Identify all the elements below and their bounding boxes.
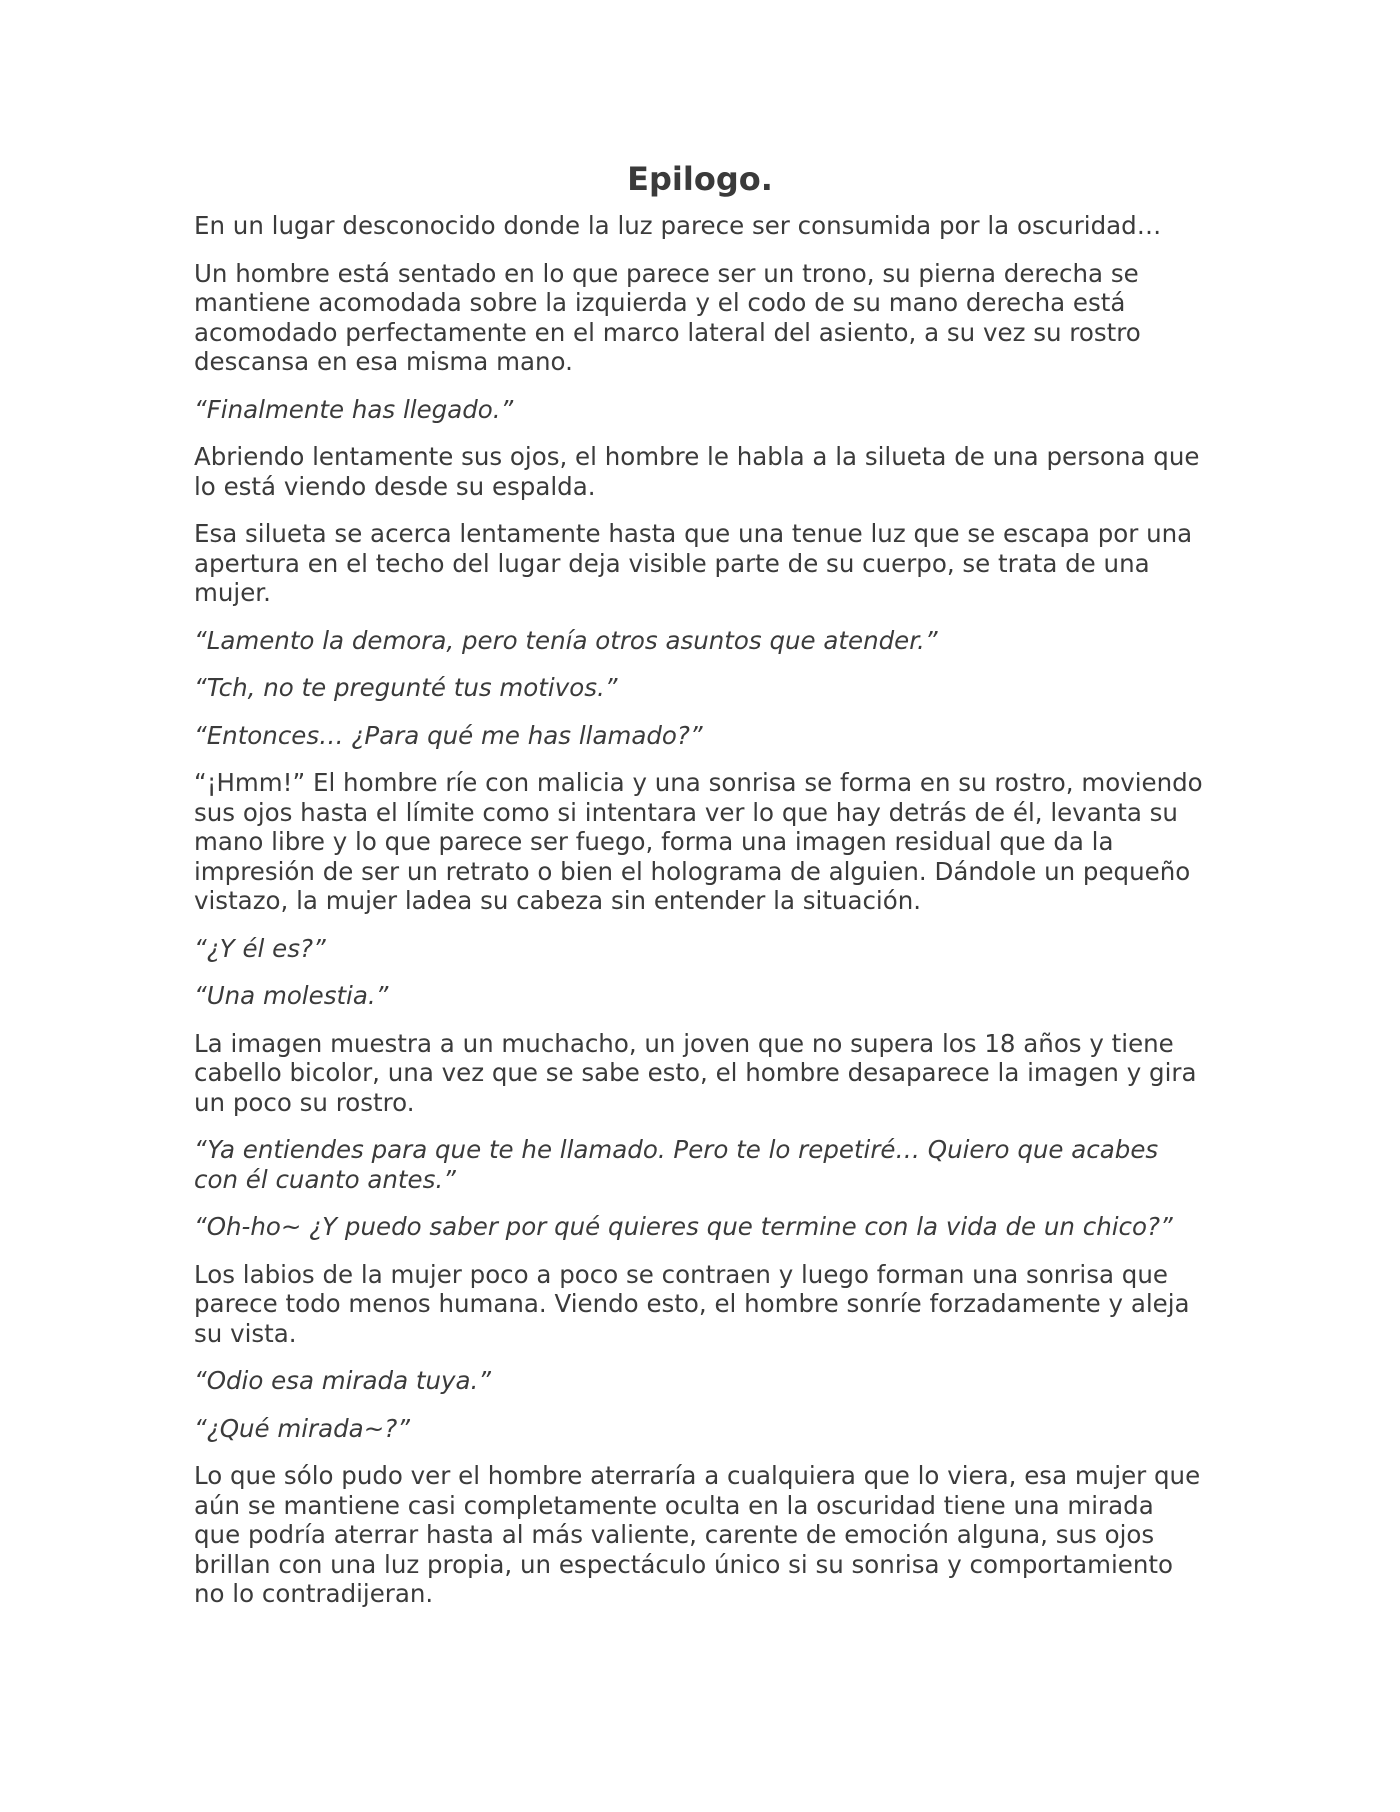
dialogue-paragraph: “Entonces… ¿Para qué me has llamado?” — [194, 720, 703, 750]
narrative-paragraph: “¡Hmm!” El hombre ríe con malicia y una sonrisa se forma en su rostro, moviendo sus ojos hasta el límite como si intentara ver lo que hay detrás de él, levanta su mano libre y lo que parece ser fuego, forma una imagen residual que da la impresión de ser un retrato o bien el holograma de alguien. Dándole un pequeño vistazo, la mujer ladea su cabeza sin entender la situación. — [194, 768, 1203, 915]
dialogue-paragraph: “¿Qué mirada~?” — [194, 1413, 410, 1443]
dialogue-paragraph: “Lamento la demora, pero tenía otros asuntos que atender.” — [194, 625, 938, 655]
dialogue-paragraph: “Ya entiendes para que te he llamado. Pero te lo repetiré… Quiero que acabes con él cuanto antes.” — [194, 1135, 1159, 1194]
narrative-paragraph: Los labios de la mujer poco a poco se contraen y luego forman una sonrisa que parece todo menos humana. Viendo esto, el hombre sonríe forzadamente y aleja su vista. — [194, 1259, 1190, 1348]
dialogue-paragraph: “Una molestia.” — [194, 981, 389, 1010]
narrative-paragraph: Un hombre está sentado en lo que parece ser un trono, su pierna derecha se mantiene acomodada sobre la izquierda y el codo de su mano derecha está acomodado perfectamente en el marco lateral del asiento, a su vez su rostro descansa en esa misma mano. — [194, 258, 1141, 376]
narrative-paragraph: Lo que sólo pudo ver el hombre aterraría a cualquiera que lo viera, esa mujer que aún se mantiene casi completamente oculta en la oscuridad tiene una mirada que podría aterrar hasta al más valiente, carente de emoción alguna, sus ojos brillan con una luz propia, un espectáculo único si su sonrisa y comportamiento no lo contradijeran. — [194, 1461, 1201, 1608]
dialogue-paragraph: “Finalmente has llegado.” — [194, 394, 514, 424]
document-title: Epilogo. — [627, 160, 773, 198]
narrative-paragraph: Esa silueta se acerca lentamente hasta que una tenue luz que se escapa por una apertura en el techo del lugar deja visible parte de su cuerpo, se trata de una mujer. — [194, 519, 1193, 607]
dialogue-paragraph: “¿Y él es?” — [194, 933, 326, 963]
document-body — [194, 211, 1206, 1609]
dialogue-paragraph: “Oh-ho~ ¿Y puedo saber por qué quieres que termine con la vida de un chico?” — [194, 1212, 1173, 1241]
narrative-paragraph: En un lugar desconocido donde la luz parece ser consumida por la oscuridad… — [194, 211, 1162, 240]
narrative-paragraph: Abriendo lentamente sus ojos, el hombre le habla a la silueta de una persona que lo está viendo desde su espalda. — [194, 442, 1200, 501]
dialogue-paragraph: “Odio esa mirada tuya.” — [194, 1366, 491, 1395]
narrative-paragraph: La imagen muestra a un muchacho, un joven que no supera los 18 años y tiene cabello bicolor, una vez que se sabe esto, el hombre desaparece la imagen y gira un poco su rostro. — [194, 1028, 1197, 1117]
dialogue-paragraph: “Tch, no te pregunté tus motivos.” — [194, 673, 618, 702]
document-page — [194, 157, 1206, 1627]
